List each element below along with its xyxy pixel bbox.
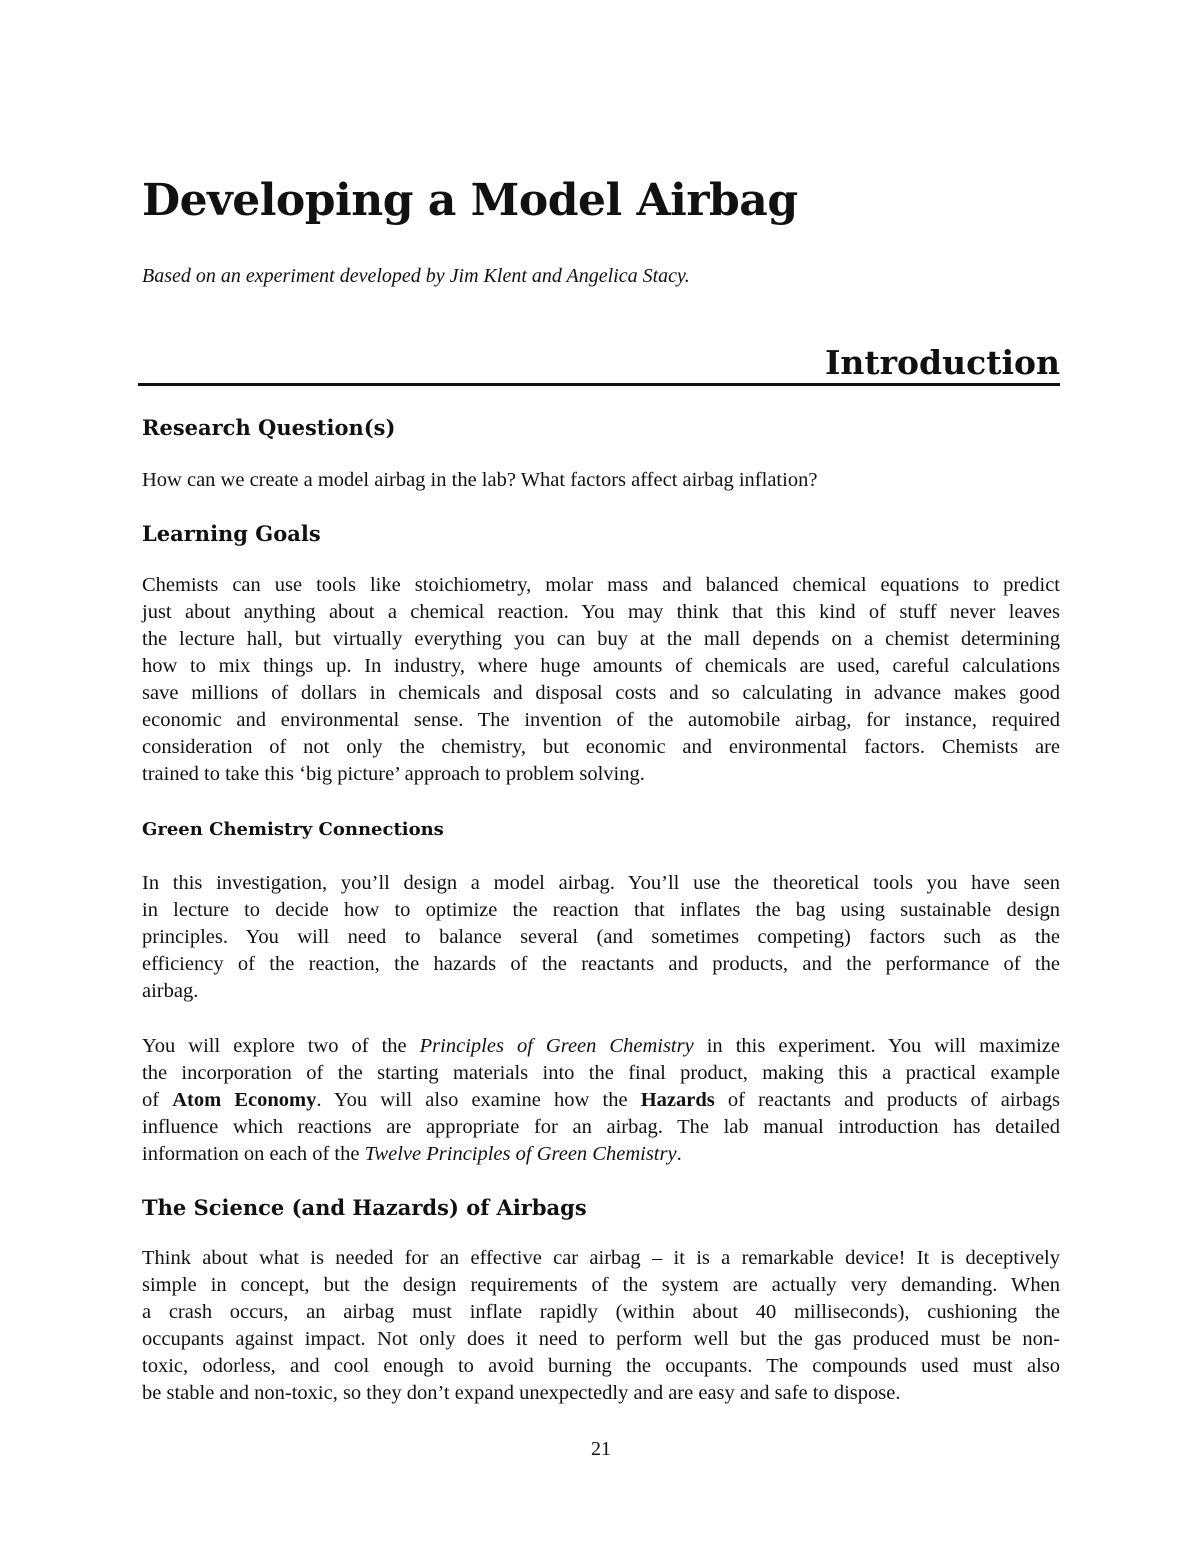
green-chemistry-heading: Green Chemistry Connections — [142, 819, 444, 840]
learning-goals-line: Chemists can use tools like stoichiometry, molar mass and balanced chemical equations to predict — [142, 574, 1060, 596]
science-line: a crash occurs, an airbag must inflate rapidly (within about 40 milliseconds), cushioning the — [142, 1301, 1060, 1323]
green-chemistry-line: In this investigation, you’ll design a model airbag. You’ll use the theoretical tools you have seen — [142, 872, 1060, 894]
learning-goals-line: how to mix things up. In industry, where huge amounts of chemicals are used, careful calculations — [142, 655, 1060, 677]
text-run: of — [142, 1089, 173, 1111]
green-chemistry-line: airbag. — [142, 980, 199, 1002]
science-paragraph — [142, 1245, 1060, 1407]
document-subtitle: Based on an experiment developed by Jim Klent and Angelica Stacy. — [142, 265, 690, 287]
twelve-principles-emphasis: Twelve Principles of Green Chemistry — [364, 1143, 677, 1165]
research-questions-text: How can we create a model airbag in the lab? What factors affect airbag inflation? — [142, 469, 818, 491]
page-number: 21 — [591, 1438, 611, 1460]
green-chemistry-line — [142, 1141, 1060, 1168]
science-line: toxic, odorless, and cool enough to avoid burning the occupants. The compounds used must also — [142, 1355, 1060, 1377]
text-run: . — [676, 1143, 682, 1165]
science-heading: The Science (and Hazards) of Airbags — [142, 1195, 587, 1220]
learning-goals-heading: Learning Goals — [142, 521, 321, 546]
science-line: simple in concept, but the design requirements of the system are actually very demanding. When — [142, 1274, 1060, 1296]
science-line: Think about what is needed for an effective car airbag – it is a remarkable device! It is deceptively — [142, 1247, 1060, 1269]
learning-goals-line: economic and environmental sense. The invention of the automobile airbag, for instance, required — [142, 709, 1060, 731]
hazards-term: Hazards — [640, 1089, 715, 1111]
text-run: . You will also examine how the — [316, 1089, 641, 1111]
green-chemistry-line: in lecture to decide how to optimize the reaction that inflates the bag using sustainable design — [142, 899, 1060, 921]
section-divider — [138, 383, 1060, 386]
green-chemistry-paragraph-1 — [142, 870, 1060, 1005]
science-line: be stable and non-toxic, so they don’t expand unexpectedly and are easy and safe to dispose. — [142, 1382, 901, 1404]
green-chemistry-line: the incorporation of the starting materials into the final product, making this a practical example — [142, 1062, 1060, 1084]
learning-goals-line: the lecture hall, but virtually everything you can buy at the mall depends on a chemist determining — [142, 628, 1060, 650]
atom-economy-term: Atom Economy — [172, 1089, 317, 1111]
text-run: of reactants and products of airbags — [714, 1089, 1061, 1111]
green-chemistry-paragraph-2 — [142, 1033, 1060, 1168]
learning-goals-line: just about anything about a chemical reaction. You may think that this kind of stuff never leaves — [142, 601, 1060, 623]
green-chemistry-line: influence which reactions are appropriate for an airbag. The lab manual introduction has detailed — [142, 1116, 1060, 1138]
learning-goals-line: save millions of dollars in chemicals and disposal costs and so calculating in advance makes good — [142, 682, 1060, 704]
green-chemistry-line: efficiency of the reaction, the hazards of the reactants and products, and the performance of the — [142, 953, 1060, 975]
science-line: occupants against impact. Not only does it need to perform well but the gas produced must be non- — [142, 1328, 1060, 1350]
research-questions-heading: Research Question(s) — [142, 415, 396, 440]
learning-goals-paragraph — [142, 572, 1060, 788]
learning-goals-line: consideration of not only the chemistry, but economic and environmental factors. Chemists are — [142, 736, 1060, 758]
text-run: in this experiment. You will maximize — [693, 1035, 1060, 1057]
green-chemistry-line — [142, 1033, 1060, 1060]
learning-goals-line: trained to take this ‘big picture’ approach to problem solving. — [142, 763, 645, 785]
text-run: You will explore two of the — [142, 1035, 420, 1057]
document-title: Developing a Model Airbag — [142, 175, 798, 226]
text-run: information on each of the — [142, 1143, 365, 1165]
section-title: Introduction — [824, 343, 1060, 382]
green-chemistry-line: principles. You will need to balance several (and sometimes competing) factors such as the — [142, 926, 1060, 948]
green-chemistry-line — [142, 1087, 1060, 1114]
principles-emphasis: Principles of Green Chemistry — [419, 1035, 694, 1057]
